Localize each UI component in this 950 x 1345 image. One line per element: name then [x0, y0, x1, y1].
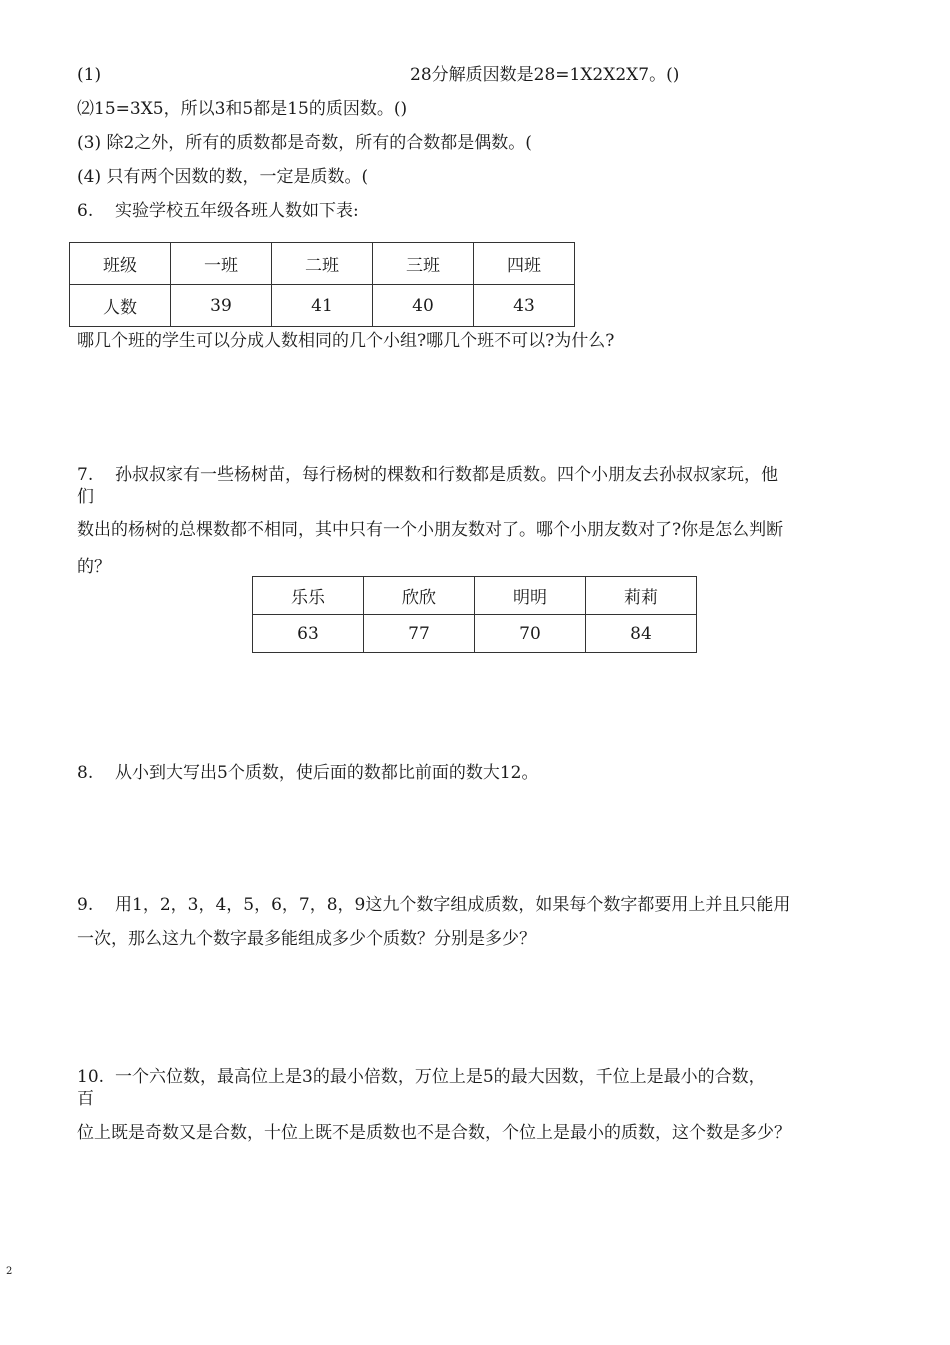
question-6-prompt: 哪几个班的学生可以分成人数相同的几个小组?哪几个班不可以?为什么?: [77, 331, 615, 351]
table-cell: 人数: [70, 285, 171, 327]
judgment-item-2: ⑵15=3X5，所以3和5都是15的质因数。(): [77, 99, 408, 119]
table-cell: 41: [272, 285, 373, 327]
question-7-line-3: 的？: [77, 557, 111, 577]
table-row: [70, 243, 575, 285]
question-9-line-1: [77, 894, 790, 916]
question-6-number: 6.: [77, 201, 94, 221]
table-cell: 班级: [70, 243, 171, 285]
question-10-line-1: [77, 1066, 766, 1088]
judgment-item-3: (3) 除2之外，所有的质数都是奇数，所有的合数都是偶数。(: [77, 133, 532, 153]
judgment-item-1-text: 28分解质因数是28=1X2X2X7。(): [410, 65, 680, 85]
question-6: [77, 200, 359, 222]
table-cell: 84: [586, 615, 697, 653]
table-cell: 39: [171, 285, 272, 327]
class-size-table: [69, 242, 575, 327]
table-row: [253, 615, 697, 653]
question-7-number: 7.: [77, 465, 94, 485]
question-7-line-1: [77, 464, 778, 486]
page-number: 2: [6, 1266, 13, 1277]
question-9-line-2: 一次，那么这九个数字最多能组成多少个质数？分别是多少？: [77, 929, 536, 949]
question-10-line-1-wrap: 百: [77, 1089, 94, 1109]
question-9-text-1: 用1，2，3，4，5，6，7，8，9这九个数字组成质数，如果每个数字都要用上并且只能用: [115, 895, 791, 915]
table-cell: 70: [475, 615, 586, 653]
table-row: [253, 577, 697, 615]
table-cell: 一班: [171, 243, 272, 285]
table-cell: 二班: [272, 243, 373, 285]
table-cell: 43: [474, 285, 575, 327]
question-7-line-1-wrap: 们: [77, 487, 94, 507]
question-8-number: 8.: [77, 763, 94, 783]
question-8-text: 从小到大写出5个质数，使后面的数都比前面的数大12。: [115, 763, 539, 783]
table-cell: 40: [373, 285, 474, 327]
question-8: [77, 762, 538, 784]
question-10-number: 10.: [77, 1067, 105, 1087]
tree-count-table: [252, 576, 697, 653]
question-7-text-1: 孙叔叔家有一些杨树苗，每行杨树的棵数和行数都是质数。四个小朋友去孙叔叔家玩，他: [115, 465, 778, 485]
table-cell: 莉莉: [586, 577, 697, 615]
judgment-item-4: (4) 只有两个因数的数，一定是质数。(: [77, 167, 369, 187]
question-10-text-1: 一个六位数，最高位上是3的最小倍数，万位上是5的最大因数，千位上是最小的合数，: [115, 1067, 766, 1087]
table-cell: 77: [364, 615, 475, 653]
table-cell: 欣欣: [364, 577, 475, 615]
question-9-number: 9.: [77, 895, 94, 915]
question-7-line-2: 数出的杨树的总棵数都不相同，其中只有一个小朋友数对了。哪个小朋友数对了?你是怎么判断: [77, 520, 784, 540]
table-cell: 63: [253, 615, 364, 653]
table-row: [70, 285, 575, 327]
question-10-line-2: 位上既是奇数又是合数，十位上既不是质数也不是合数，个位上是最小的质数，这个数是多少？: [77, 1123, 791, 1143]
judgment-item-1: [77, 64, 680, 86]
table-cell: 四班: [474, 243, 575, 285]
table-cell: 明明: [475, 577, 586, 615]
table-cell: 乐乐: [253, 577, 364, 615]
table-cell: 三班: [373, 243, 474, 285]
judgment-item-1-label: (1): [77, 65, 102, 85]
question-6-text: 实验学校五年级各班人数如下表:: [115, 201, 359, 221]
